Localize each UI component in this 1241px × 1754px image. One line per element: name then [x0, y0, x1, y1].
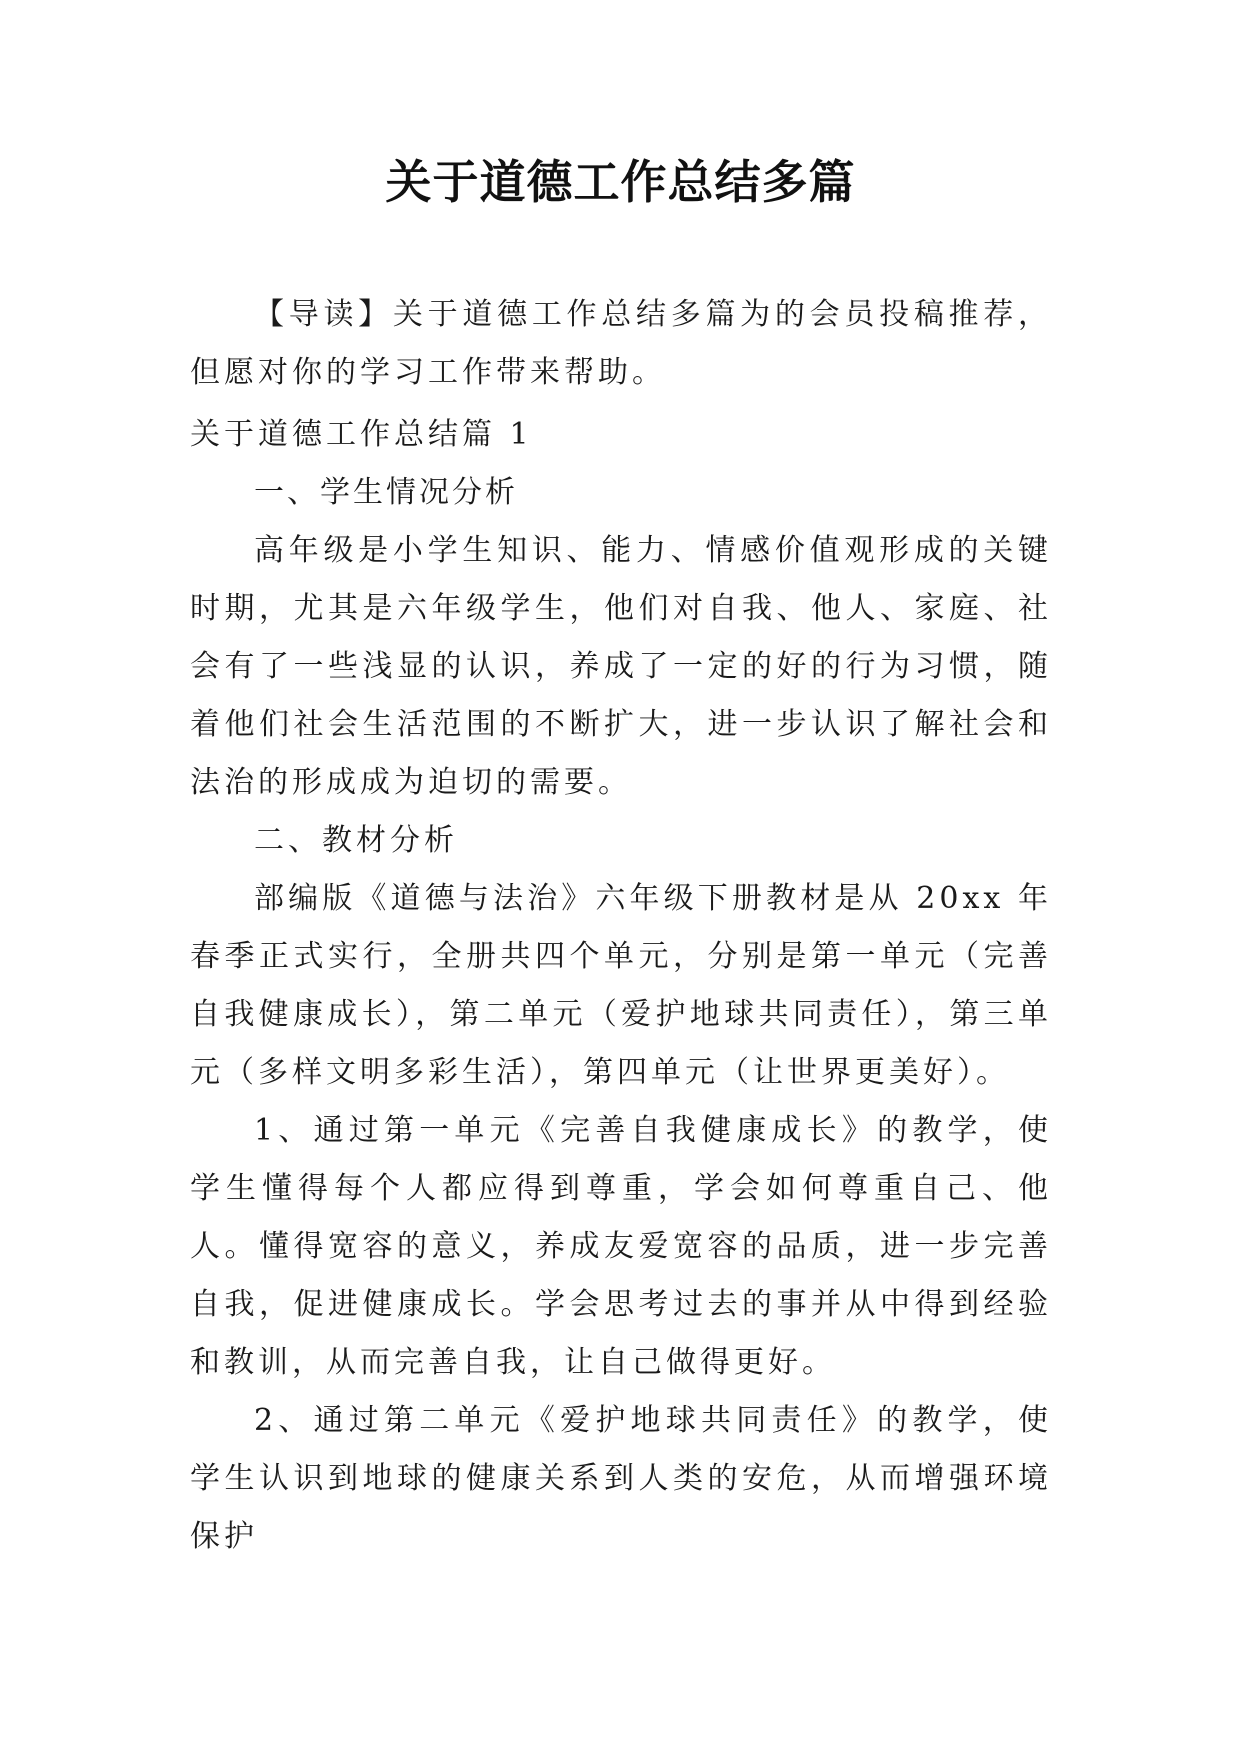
intro-paragraph: 【导读】关于道德工作总结多篇为的会员投稿推荐，但愿对你的学习工作带来帮助。: [190, 297, 1052, 390]
subsection-heading-student-analysis: 一、学生情况分析: [254, 475, 518, 510]
document-title: 关于道德工作总结多篇: [385, 155, 856, 209]
paragraph-unit-one: 1、通过第一单元《完善自我健康成长》的教学，使学生懂得每个人都应得到尊重，学会如何尊重自己、他人。懂得宽容的意义，养成友爱宽容的品质，进一步完善自我，促进健康成长。学会思考过去的事并从中得到经验和教训，从而完善自我，让自己做得更好。: [190, 1113, 1052, 1380]
paragraph-student-analysis: 高年级是小学生知识、能力、情感价值观形成的关键时期，尤其是六年级学生，他们对自我、他人、家庭、社会有了一些浅显的认识，养成了一定的好的行为习惯，随着他们社会生活范围的不断扩大，进一步认识了解社会和法治的形成成为迫切的需要。: [190, 533, 1052, 800]
paragraph-textbook-overview: 部编版《道德与法治》六年级下册教材是从 20xx 年春季正式实行，全册共四个单元，分别是第一单元（完善自我健康成长），第二单元（爱护地球共同责任），第三单元（多样文明多彩生活），第四单元（让世界更美好）。: [190, 881, 1052, 1090]
subsection-heading-textbook-analysis: 二、教材分析: [254, 823, 458, 858]
section-heading: 关于道德工作总结篇 1: [190, 417, 533, 452]
paragraph-unit-two: 2、通过第二单元《爱护地球共同责任》的教学，使学生认识到地球的健康关系到人类的安危，从而增强环境保护: [190, 1403, 1052, 1554]
